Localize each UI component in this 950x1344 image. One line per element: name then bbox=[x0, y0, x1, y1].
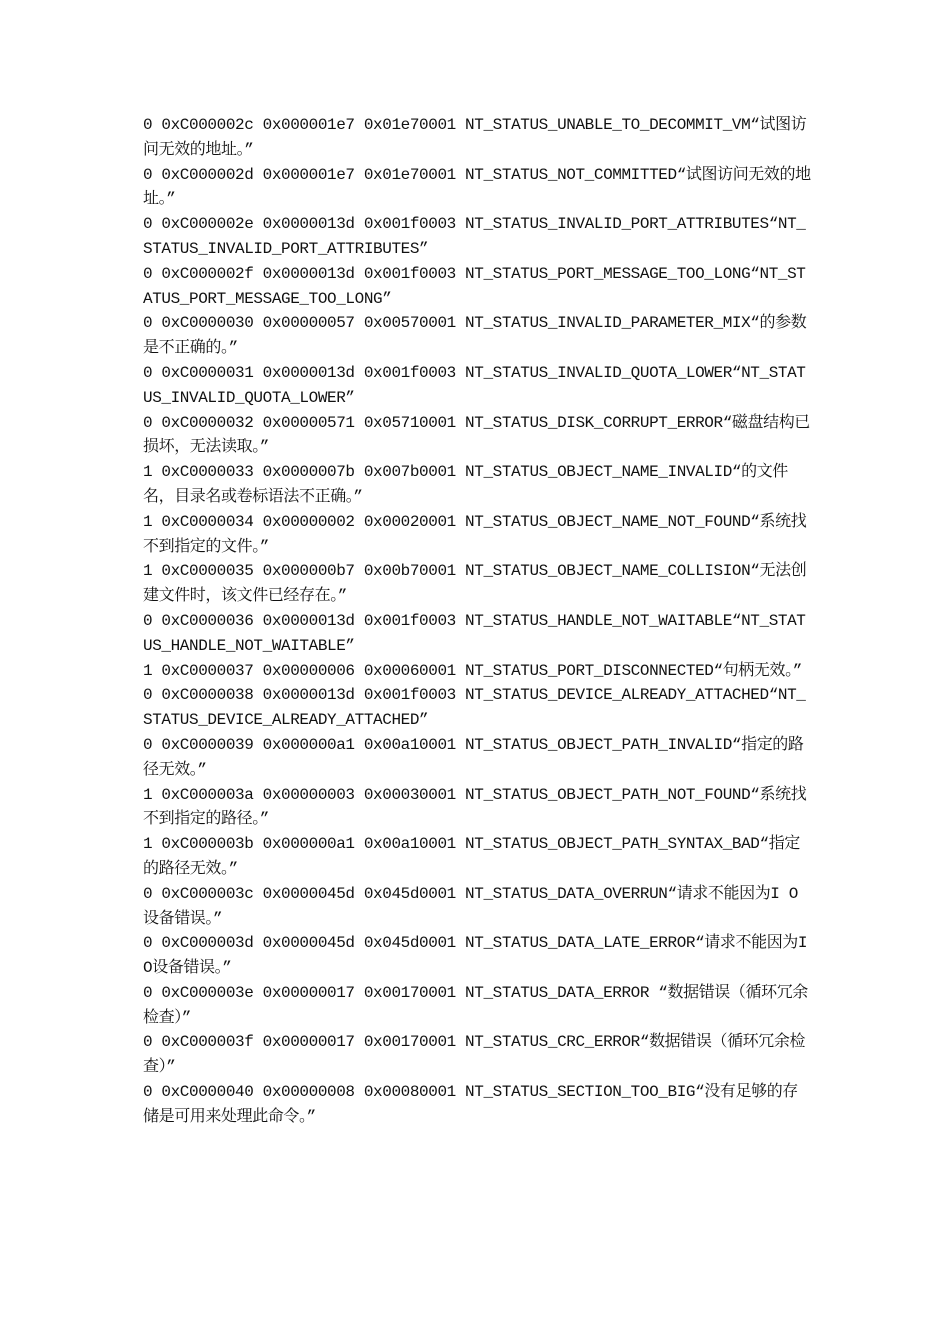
status-entry-c0000039: 0 0xC0000039 0x000000a1 0x00a10001 NT_STATUS_OBJECT_PATH_INVALID“指定的路径无效。” bbox=[143, 735, 804, 779]
status-entry-c000003a: 1 0xC000003a 0x00000003 0x00030001 NT_STATUS_OBJECT_PATH_NOT_FOUND“系统找不到指定的路径。” bbox=[143, 785, 807, 829]
status-entry-c000002f: 0 0xC000002f 0x0000013d 0x001f0003 NT_STATUS_PORT_MESSAGE_TOO_LONG“NT_STATUS_PORT_MESSAGE_TOO_LONG” bbox=[143, 264, 806, 308]
status-entry-c0000037: 1 0xC0000037 0x00000006 0x00060001 NT_STATUS_PORT_DISCONNECTED“句柄无效。” bbox=[143, 661, 802, 680]
document-body bbox=[143, 113, 811, 1130]
status-entry-c000003b: 1 0xC000003b 0x000000a1 0x00a10001 NT_STATUS_OBJECT_PATH_SYNTAX_BAD“指定的路径无效。” bbox=[143, 835, 800, 878]
status-entry-c000003d: 0 0xC000003d 0x0000045d 0x045d0001 NT_STATUS_DATA_LATE_ERROR“请求不能因为I O设备错误。” bbox=[143, 934, 808, 978]
status-entry-c0000038: 0 0xC0000038 0x0000013d 0x001f0003 NT_STATUS_DEVICE_ALREADY_ATTACHED“NT_STATUS_DEVICE_ALREADY_ATTACHED” bbox=[143, 686, 806, 730]
status-entry-c000002e: 0 0xC000002e 0x0000013d 0x001f0003 NT_STATUS_INVALID_PORT_ATTRIBUTES“NT_STATUS_INVALID_PORT_ATTRIBUTES” bbox=[143, 215, 806, 258]
status-entry-c0000031: 0 0xC0000031 0x0000013d 0x001f0003 NT_STATUS_INVALID_QUOTA_LOWER“NT_STATUS_INVALID_QUOTA_LOWER” bbox=[143, 363, 806, 407]
status-entry-c000003e: 0 0xC000003e 0x00000017 0x00170001 NT_STATUS_DATA_ERROR “数据错误（循环冗余检查）” bbox=[143, 983, 808, 1027]
status-entry-c000003c: 0 0xC000003c 0x0000045d 0x045d0001 NT_STATUS_DATA_OVERRUN“请求不能因为I O设备错误。” bbox=[143, 884, 798, 928]
status-entry-c0000035: 1 0xC0000035 0x000000b7 0x00b70001 NT_STATUS_OBJECT_NAME_COLLISION“无法创建文件时，该文件已经存在。” bbox=[143, 562, 807, 606]
status-entry-c0000034: 1 0xC0000034 0x00000002 0x00020001 NT_STATUS_OBJECT_NAME_NOT_FOUND“系统找不到指定的文件。” bbox=[143, 512, 807, 556]
status-entry-c0000033: 1 0xC0000033 0x0000007b 0x007b0001 NT_STATUS_OBJECT_NAME_INVALID“的文件名，目录名或卷标语法不正确。” bbox=[143, 463, 788, 506]
status-entry-c000002c: 0 0xC000002c 0x000001e7 0x01e70001 NT_STATUS_UNABLE_TO_DECOMMIT_VM“试图访问无效的地址。” bbox=[143, 116, 807, 159]
status-entry-c000002d: 0 0xC000002d 0x000001e7 0x01e70001 NT_STATUS_NOT_COMMITTED“试图访问无效的地址。” bbox=[143, 165, 811, 209]
status-entry-c0000040: 0 0xC0000040 0x00000008 0x00080001 NT_STATUS_SECTION_TOO_BIG“没有足够的存储是可用来处理此命令。” bbox=[143, 1083, 798, 1126]
status-entry-c0000036: 0 0xC0000036 0x0000013d 0x001f0003 NT_STATUS_HANDLE_NOT_WAITABLE“NT_STATUS_HANDLE_NOT_WAITABLE” bbox=[143, 611, 806, 655]
status-entry-c0000030: 0 0xC0000030 0x00000057 0x00570001 NT_STATUS_INVALID_PARAMETER_MIX“的参数是不正确的。” bbox=[143, 314, 807, 358]
status-entry-c000003f: 0 0xC000003f 0x00000017 0x00170001 NT_STATUS_CRC_ERROR“数据错误（循环冗余检查）” bbox=[143, 1033, 806, 1077]
status-entry-c0000032: 0 0xC0000032 0x00000571 0x05710001 NT_STATUS_DISK_CORRUPT_ERROR“磁盘结构已损坏，无法读取。” bbox=[143, 413, 810, 457]
